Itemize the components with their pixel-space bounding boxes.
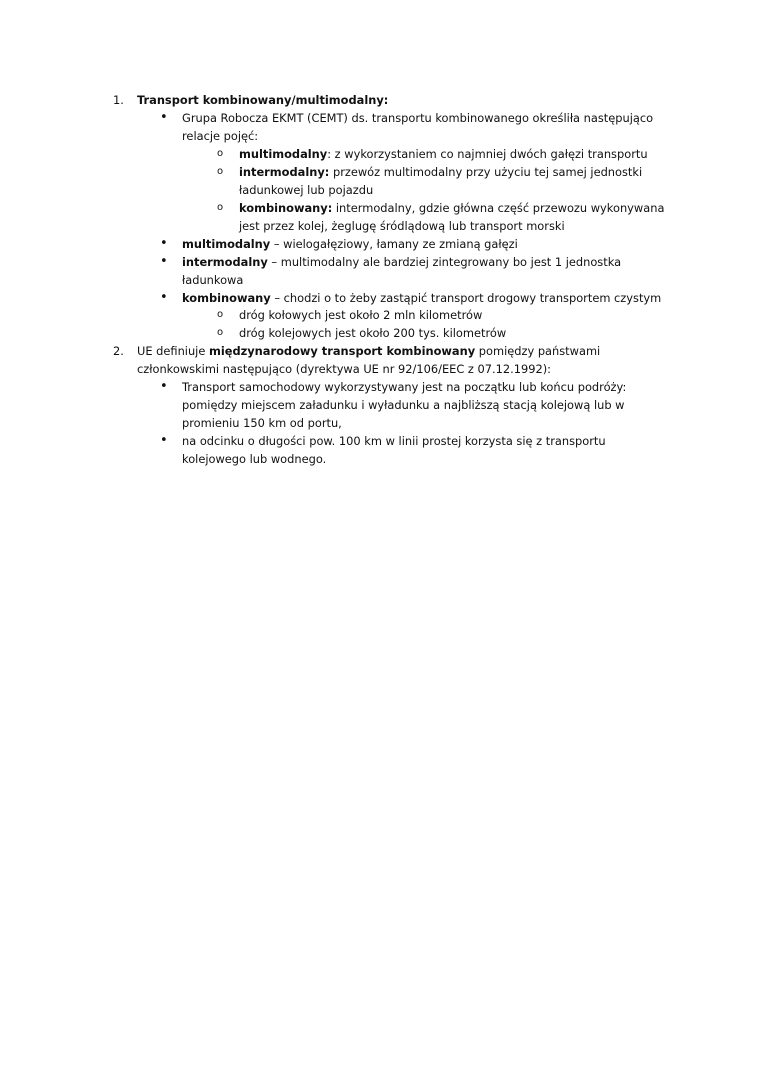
term: kombinowany:	[239, 201, 333, 215]
list-item-text: Grupa Robocza EKMT (CEMT) ds. transportu kombinowanego określiła następująco	[182, 111, 654, 125]
term: multimodalny	[239, 147, 328, 161]
term: intermodalny	[182, 255, 268, 269]
list-item	[182, 235, 518, 253]
intro-text: UE definiuje	[137, 344, 209, 358]
circle-bullet-icon: o	[217, 166, 224, 177]
bullet-icon: •	[160, 379, 168, 394]
term: multimodalny	[182, 237, 271, 251]
list-item-text: kolejowego lub wodnego.	[182, 452, 327, 466]
circle-bullet-icon: o	[217, 202, 224, 213]
section-intro-continuation: członkowskimi następująco (dyrektywa UE nr 92/106/EEC z 07.12.1992):	[137, 362, 552, 376]
list-item-text: Transport samochodowy wykorzystywany jest na początku lub końcu podróży:	[182, 380, 627, 394]
circle-bullet-icon: o	[217, 148, 224, 159]
intro-text: pomiędzy państwami	[475, 344, 601, 358]
definition: – wielogałęziowy, łamany ze zmianą gałęzi	[270, 237, 518, 251]
list-item-text: promieniu 150 km od portu,	[182, 416, 342, 430]
list-item	[182, 253, 621, 271]
sub-item	[239, 163, 642, 181]
sub-item-continuation: ładunkowej lub pojazdu	[239, 183, 374, 197]
circle-bullet-icon: o	[217, 309, 224, 320]
bullet-icon: •	[160, 254, 168, 269]
list-number: 1.	[113, 93, 124, 107]
bullet-icon: •	[160, 433, 168, 448]
list-item	[182, 289, 661, 307]
definition: – chodzi o to żeby zastąpić transport drogowy transportem czystym	[270, 291, 662, 305]
list-item-text: pomiędzy miejscem załadunku i wyładunku a najbliższą stacją kolejową lub w	[182, 398, 625, 412]
list-item-text: relacje pojęć:	[182, 129, 259, 143]
bullet-icon: •	[160, 290, 168, 305]
definition: : z wykorzystaniem co najmniej dwóch gałęzi transportu	[327, 147, 648, 161]
term: intermodalny:	[239, 165, 330, 179]
list-item-text: na odcinku o długości pow. 100 km w linii prostej korzysta się z transportu	[182, 434, 606, 448]
sub-item: dróg kołowych jest około 2 mln kilometrów	[239, 308, 483, 322]
section-title	[137, 91, 388, 109]
definition: – multimodalny ale bardziej zintegrowany bo jest 1 jednostka	[267, 255, 622, 269]
list-number: 2.	[113, 344, 124, 358]
definition: przewóz multimodalny przy użyciu tej samej jednostki	[329, 165, 643, 179]
sub-item	[239, 145, 648, 163]
bullet-icon: •	[160, 110, 168, 125]
term: kombinowany	[182, 291, 271, 305]
sub-item	[239, 199, 664, 217]
definition: intermodalny, gdzie główna część przewozu wykonywana	[332, 201, 665, 215]
list-item-continuation: ładunkowa	[182, 273, 244, 287]
sub-item: dróg kolejowych jest około 200 tys. kilometrów	[239, 326, 507, 340]
term: międzynarodowy transport kombinowany	[208, 344, 476, 358]
section-title-text: Transport kombinowany/multimodalny:	[137, 93, 389, 107]
bullet-icon: •	[160, 236, 168, 251]
sub-item-continuation: jest przez kolej, żeglugę śródlądową lub transport morski	[239, 219, 565, 233]
section-intro	[137, 342, 600, 360]
circle-bullet-icon: o	[217, 327, 224, 338]
